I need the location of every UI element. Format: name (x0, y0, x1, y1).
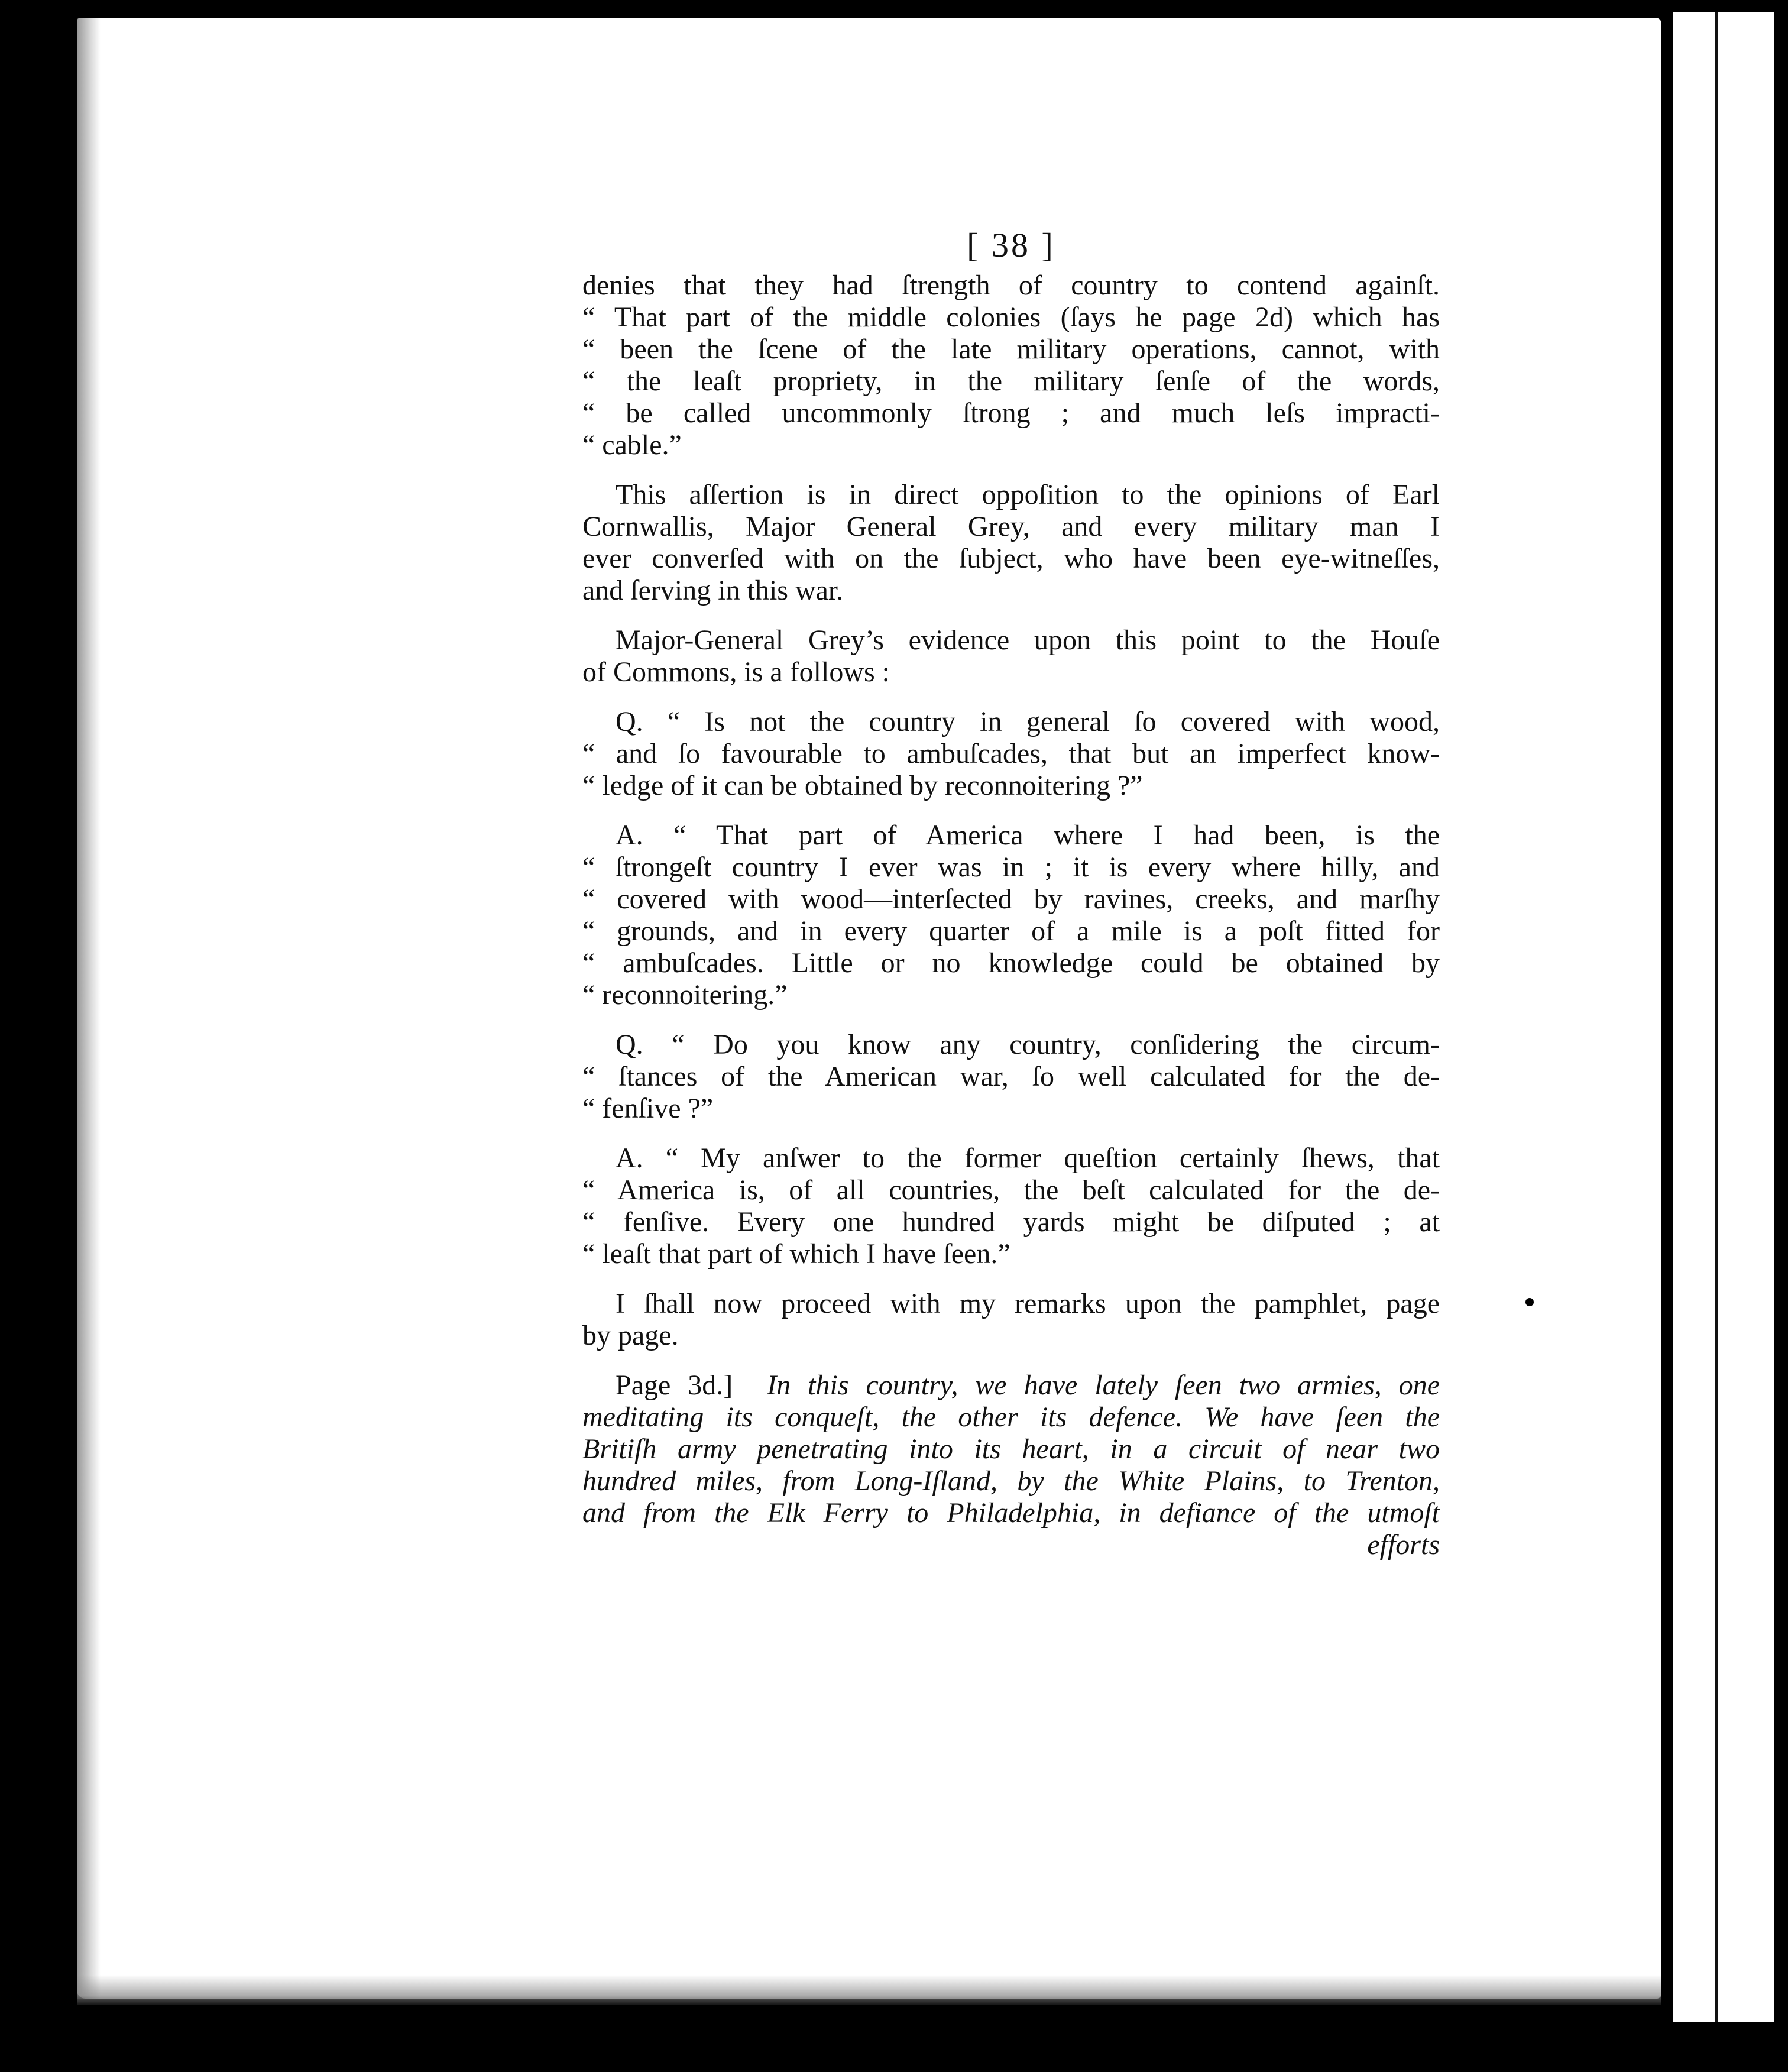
text-line: Britiſh army penetrating into its heart, in a circuit of near two (582, 1433, 1440, 1465)
text-line: “ grounds, and in every quarter of a mile is a poſt fitted for (582, 915, 1440, 947)
text-line: by page. (582, 1320, 679, 1351)
text-line: Q. “ Is not the country in general ſo covered with wood, (616, 706, 1440, 737)
paragraph-3 (582, 624, 1440, 688)
text-line: “ fenſive ?” (582, 1093, 714, 1124)
paragraph-8 (582, 1288, 1440, 1352)
text-line: “ ledge of it can be obtained by reconnoitering ?” (582, 770, 1143, 801)
text-line: “ America is, of all countries, the beſt calculated for the de- (582, 1174, 1440, 1206)
paragraph-1 (582, 270, 1440, 461)
paragraph-4-question (582, 706, 1440, 802)
page-bottom-shadow (77, 1975, 1661, 2005)
adjacent-page-border (1715, 12, 1718, 2022)
page-left-shadow (77, 18, 101, 1999)
text-line: and ſerving in this war. (582, 575, 844, 606)
paragraph-7-answer (582, 1142, 1440, 1270)
text-line: “ cable.” (582, 429, 682, 461)
text-line: I ſhall now proceed with my remarks upon the pamphlet, page (616, 1288, 1440, 1319)
ink-blot (1525, 1298, 1534, 1306)
text-line: hundred miles, from Long-Iſland, by the White Plains, to Trenton, (582, 1465, 1440, 1497)
paragraph-9-quotation (582, 1370, 1440, 1561)
text-line: “ be called uncommonly ſtrong ; and much leſs impracti- (582, 397, 1440, 429)
page-reference: Page 3d.] (616, 1370, 733, 1401)
text-line: This aſſertion is in direct oppoſition to the opinions of Earl (616, 479, 1440, 510)
text-line: “ ambuſcades. Little or no knowledge could be obtained by (582, 947, 1440, 979)
text-line: “ fenſive. Every one hundred yards might be diſputed ; at (582, 1206, 1440, 1238)
text-line: ever converſed with on the ſubject, who have been eye-witneſſes, (582, 543, 1440, 574)
text-line: meditating its conqueſt, the other its defence. We have ſeen the (582, 1401, 1440, 1433)
text-line: denies that they had ſtrength of country to contend againſt. (582, 270, 1440, 301)
text-line: A. “ That part of America where I had been, is the (616, 820, 1440, 851)
text-line: A. “ My anſwer to the former queſtion certainly ſhews, that (616, 1142, 1440, 1174)
text-line: “ been the ſcene of the late military operations, cannot, with (582, 334, 1440, 365)
text-line: “ leaſt that part of which I have ſeen.” (582, 1238, 1010, 1270)
text-line: Major-General Grey’s evidence upon this point to the Houſe (616, 624, 1440, 656)
text-line: of Commons, is a follows : (582, 656, 890, 688)
text-line: “ and ſo favourable to ambuſcades, that but an imperfect know- (582, 738, 1440, 769)
text-line: “ ſtances of the American war, ſo well calculated for the de- (582, 1061, 1440, 1092)
page-number-header: [ 38 ] (967, 226, 1055, 264)
paragraph-6-question (582, 1029, 1440, 1125)
page-gutter (1664, 24, 1669, 2011)
paragraph-2 (582, 479, 1440, 607)
text-line (582, 1370, 1440, 1401)
text-line: “ the leaſt propriety, in the military ſenſe of the words, (582, 365, 1440, 397)
paragraph-5-answer (582, 820, 1440, 1011)
page-text (582, 225, 1440, 1561)
text-line: “ ſtrongeſt country I ever was in ; it is every where hilly, and (582, 852, 1440, 883)
text-line: “ reconnoitering.” (582, 979, 788, 1011)
adjacent-page-edge (1673, 12, 1774, 2022)
catchword: efforts (1367, 1529, 1440, 1561)
italic-quote-text: In this country, we have lately ſeen two armies, one (767, 1370, 1440, 1401)
text-line: Cornwallis, Major General Grey, and every military man I (582, 511, 1440, 542)
text-line: and from the Elk Ferry to Philadelphia, in defiance of the utmoſt (582, 1497, 1440, 1529)
text-line: Q. “ Do you know any country, conſidering the circum- (616, 1029, 1440, 1060)
text-line: “ That part of the middle colonies (ſays he page 2d) which has (582, 302, 1440, 333)
text-line: “ covered with wood—interſected by ravines, creeks, and marſhy (582, 883, 1440, 915)
